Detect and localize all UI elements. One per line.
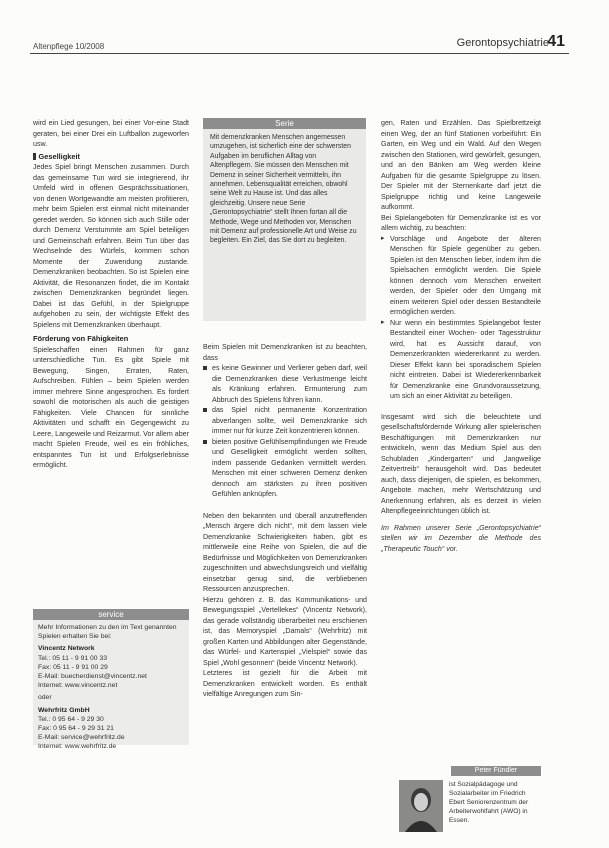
- service-intro: Mehr Informationen zu den im Text genannten Spielen erhalten Sie bei:: [38, 624, 177, 641]
- issue-label: Altenpflege 10/2008: [33, 42, 105, 51]
- column-3: [381, 118, 541, 554]
- serie-box-text: Mit demenzkranken Menschen angemessen umzugehen, ist sicherlich eine der schwersten Aufgaben im beruflichen Alltag von Altenpflegern. Sie müssen den Menschen mit Demenz in seiner Sicherheit vermitteln, ihn annehmen. Lebensqualität erreichen, obwohl seine Welt zu Hause ist. Und das alles gleichzeitig. Unsere neue Serie „Gerontopsychiatrie“ stellt Ihnen fortan all die Methode, Wege und Methoden vor, Menschen mit Demenz auf professionelle Art und Weise zu begleiten. Ein Ziel, das Sie dort zu begleiten.: [210, 134, 357, 245]
- list-item: das Spiel nicht permanente Konzentration abverlangen sollte, weil Demenzkranke sich immer nur für kurze Zeit konzentrieren können.: [203, 405, 367, 437]
- page-number: 41: [547, 33, 565, 50]
- service-web-link[interactable]: Internet: www.vincentz.net: [38, 682, 118, 690]
- service-phone: Tel.: 05 11 - 9 91 00 33: [38, 654, 108, 662]
- subheading-text: Geselligkeit: [38, 151, 80, 161]
- service-web-link[interactable]: Internet: www.wehrfritz.de: [38, 743, 117, 751]
- author-photo: [399, 780, 443, 832]
- service-or: oder: [38, 694, 52, 702]
- paragraph: gen, Raten und Erzählen. Das Spielbrettzeigt einen Weg, der an fünf Stationen vorbeiführt: Ein Garten, ein Weg und ein Wald. Auf den Wegen zwischen den Stationen, wird gewürfelt, gesungen, und an den Bänken am Weg werden kleine Aufgaben für die gesamte Spielgruppe zu lösen. Der Spieler mit der Sternenkarte darf jetzt die Spielgruppe richtig und keine Langeweile aufkommt.: [381, 119, 541, 211]
- heading-bar: [33, 153, 36, 160]
- service-phone: Tel.: 0 95 64 - 9 29 30: [38, 715, 104, 723]
- paragraph: wird ein Lied gesungen, bei einer Vor-eine Stadt geraten, bei einer Drei ein Luftballon zugeworfen usw.: [33, 119, 189, 148]
- header-rule: [30, 53, 569, 54]
- subheading: [33, 152, 189, 163]
- service-fax: Fax: 05 11 - 9 91 00 29: [38, 663, 108, 671]
- list-item: ▸ Nur wenn ein bestimmtes Spielangebot fester Bestandteil einer Wochen- oder Tagesstruktur wird, hat es Aussicht darauf, von Demenzerkrankten wiedererkannt zu werden. Dieser Effekt kann bei sporadischem Spielen nicht eintreten. Dabei ist Wiedererkennbarkeit für Demenzkranke eine Grundvoraussetzung, um sich an einer Aktivität zu beteiligen.: [381, 318, 541, 402]
- column-1: [33, 118, 189, 471]
- column-2: [203, 342, 367, 700]
- paragraph: Beim Spielen mit Demenzkranken ist zu beachten, dass: [203, 343, 367, 362]
- series-note: Im Rahmen unserer Serie „Gerontopsychiatrie“ stellen wir im Dezember die Methode des „Therapeutic Touch“ vor.: [381, 523, 541, 553]
- paragraph: Insgesamt wird sich die beleuchtete und gesellschaftsfördernde Wirkung aller spielerischen Beschäftigungen mit Demenzkranken nur entwickeln, wenn das Medium Spiel aus den Schubladen „Kindergarten“ und „langweilige Zeitvertreib“ herausgeholt wird. Das bedeutet auch, dass diejenigen, die spielen, es bekommen, Angebote machen, mehr Wertschätzung und Anerkennung erfahren, als es derzeit in vielen Altenpflegeeinrichtungen üblich ist.: [381, 412, 541, 515]
- paragraph: Letzteres ist gezielt für die Arbeit mit Demenzkranken entwickelt worden. Es enthält vielfältige Anregungen zum Sin-: [203, 669, 367, 698]
- service-fax: Fax: 0 95 64 - 9 29 31 21: [38, 725, 114, 733]
- service-org-name: Vincentz Network: [38, 645, 95, 653]
- arrow-list: [381, 234, 541, 402]
- serie-box-title: Serie: [203, 118, 366, 129]
- bullet-list: [203, 363, 367, 500]
- service-box-body: [33, 620, 189, 752]
- subheading: Förderung von Fähigkeiten: [33, 334, 129, 343]
- section-title: Gerontopsychiatrie: [456, 37, 549, 49]
- service-box: [33, 609, 189, 751]
- list-item: ▸ Vorschläge und Angebote der älteren Menschen für Spiele gegenüber zu geben. Spielen ist den Menschen lieber, indem ihm die Spielsachen ermöglicht werden. Die Spiele können dennoch vom Menschen erweitert werden, der Spieler oder den Umgang mit einem weiteren Spiel oder dessen Bestandteile ermöglichen werden.: [381, 234, 541, 318]
- paragraph: Hierzu gehören z. B. das Kommunikations- und Bewegungsspiel „Vertellekes“ (Vincentz Network), das gerade vollständig überarbeitet neu erschienen ist, das Memoryspiel „Damals“ (Wehrfritz) mit großen Karten und Abbildungen alter Gegenstände, das Würfel- und Kartenspiel „Vielspiel“ sowie das Spiel „Wohl gesonnen“ (beide Vincentz Network).: [203, 595, 367, 667]
- paragraph: Neben den bekannten und überall anzutreffenden „Mensch ärgere dich nicht“, mit dem lassen viele Demenzkranke Schwierigkeiten haben, gibt es mittlerweile eine Reihe von Spielen, die auf die Bedürfnisse und Möglichkeiten von Demenzkranken zugeschnitten und abwechslungsreich und vielfältig einsetzbar genug sind, die verbliebenen Ressourcen anzusprechen.: [203, 511, 367, 593]
- list-item: bieten positive Gefühlsempfindungen wie Freude und Geselligkeit ermöglicht werden sollten, indem passende Gedanken vermittelt werden. Menschen mit einer schweren Demenz denken dennoch am stärksten zu ihren positiven Gefühlen anknüpfen.: [203, 437, 367, 500]
- paragraph: Jedes Spiel bringt Menschen zusammen. Durch das gemeinsame Tun wird sie integrierend, ihr Umfeld wird in offenen Gesprächssituationen, von denen Wortgewandte am meisten profitieren, mehr beim Spielen erst einmal nicht miteinander geredet werden. So können sich auch Stille oder durch Demenz Verstummte am Spiel beteiligen und Gemeinschaft erfahren. Beim Tun über das Wechselnde des Würfels, kommen schon Momente der Zuwendung zustande. Demenzkranken beobachten. So ist Spielen eine Aktivität, die Resonanzen findet, die im Kontakt zwischen Demenzkranken begründet liegen. Dabei ist das Gefühl, in der Spielgruppe aufgehoben zu sein, der wichtigste Effekt des Spielens mit Demenzkranken überhaupt.: [33, 163, 189, 329]
- author-name: Peter Fündler: [451, 766, 541, 776]
- serie-box: [203, 118, 366, 321]
- service-email-link[interactable]: E-Mail: buecherdienst@vincentz.net: [38, 673, 147, 681]
- paragraph: Spieleschaffen einen Rahmen für ganz unterschiedliche Tun. Es gibt Spiele mit Bewegung, Singen, Erraten, Raten, Aufschreiben. Fühlen – beim Spielen werden immer mehrere Sinne angesprochen. Es fordert sowohl die motorischen als auch die geistigen Fähigkeiten. Viele Chancen für sinnliche Aktivitäten und schafft ein Gegengewicht zu Leere, Langeweile und Reizarmut. Vor allem aber macht Spielen Freude, weil es ein fröhliches, entspanntes Tun ist und Erfolgserlebnisse ermöglicht.: [33, 345, 189, 469]
- service-org-name: Wehrfritz GmbH: [38, 706, 90, 714]
- service-box-title: service: [33, 609, 189, 620]
- paragraph: Bei Spielangeboten für Demenzkranke ist es vor allem wichtig, zu beachten:: [381, 213, 541, 232]
- author-box: [381, 766, 541, 838]
- list-item: es keine Gewinner und Verlierer geben darf, weil die Demenzkranken diese Verlustmenge leicht als Kränkung erfahren. Ermunterung zum Abbruch des Spielens führen kann.: [203, 363, 367, 405]
- service-email-link[interactable]: E-Mail: service@wehrfritz.de: [38, 734, 125, 742]
- author-bio: ist Sozialpädagoge und Sozialarbeiter im Friedrich Ebert Seniorenzentrum der Arbeiterwohlfahrt (AWO) in Essen.: [449, 781, 529, 824]
